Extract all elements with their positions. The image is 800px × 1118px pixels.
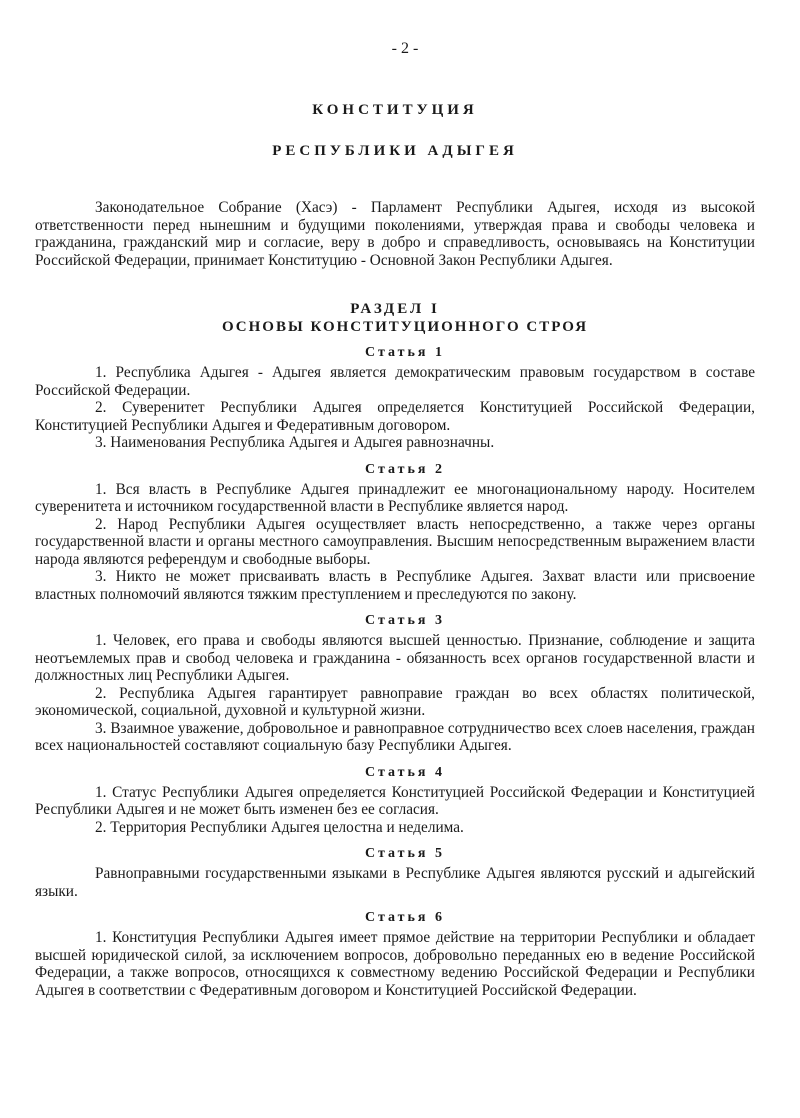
article-6 <box>35 909 755 999</box>
article-paragraph: 3. Взаимное уважение, добровольное и равноправное сотрудничество всех слоев населения, граждан всех национальностей составляют социальную базу Республики Адыгея. <box>35 719 755 754</box>
article-heading: Статья 2 <box>365 461 445 477</box>
article-paragraph: 1. Республика Адыгея - Адыгея является демократическим правовым государством в составе Российской Федерации. <box>35 364 755 399</box>
article-heading: Статья 6 <box>365 910 445 925</box>
article-paragraph: 3. Наименования Республика Адыгея и Адыгея равнозначны. <box>95 434 495 451</box>
article-heading: Статья 1 <box>365 345 445 360</box>
document-subtitle: РЕСПУБЛИКИ АДЫГЕЯ <box>272 143 518 159</box>
section-heading: РАЗДЕЛ I <box>350 301 440 317</box>
article-paragraph: 2. Народ Республики Адыгея осуществляет власть непосредственно, а также через органы государственной власти и органы местного самоуправления. Высшим непосредственным выражением власти народа являются референдум и свободные выборы. <box>35 515 755 568</box>
article-paragraph: 2. Республика Адыгея гарантирует равноправие граждан во всех областях политической, экономической, социальной, духовной и культурной жизни. <box>35 684 755 719</box>
article-2 <box>35 461 755 604</box>
article-paragraph: 2. Суверенитет Республики Адыгея определяется Конституцией Российской Федерации, Конституцией Республики Адыгея и Федеративным договором. <box>35 399 755 434</box>
article-heading: Статья 4 <box>365 764 445 780</box>
article-5 <box>35 845 755 900</box>
article-1 <box>35 344 755 452</box>
article-paragraph: 1. Человек, его права и свободы являются высшей ценностью. Признание, соблюдение и защита неотъемлемых прав и свобод человека и гражданина - обязанность всех органов государственной власти и должностных лиц Республики Адыгея. <box>35 632 755 684</box>
article-paragraph: 1. Статус Республики Адыгея определяется Конституцией Российской Федерации и Конституцией Республики Адыгея и не может быть изменен без ее согласия. <box>35 783 755 818</box>
article-paragraph: 3. Никто не может присваивать власть в Республике Адыгея. Захват власти или присвоение властных полномочий являются тяжким преступлением и преследуются по закону. <box>35 568 755 603</box>
article-heading: Статья 3 <box>365 613 445 628</box>
article-paragraph: Равноправными государственными языками в Республике Адыгея являются русский и адыгейский языки. <box>35 865 755 900</box>
preamble: Законодательное Собрание (Хасэ) - Парламент Республики Адыгея, исходя из высокой ответственности перед нынешним и будущими поколениями, утверждая права и свободы человека и гражданина, гражданский мир и согласие, веру в добро и справедливость, основываясь на Конституции Российской Федерации, принимает Конституцию - Основной Закон Республики Адыгея. <box>35 199 755 269</box>
article-paragraph: 1. Вся власть в Республике Адыгея принадлежит ее многонациональному народу. Носителем суверенитета и источником государственной власти в Республике является народ. <box>35 480 755 515</box>
section-name: ОСНОВЫ КОНСТИТУЦИОННОГО СТРОЯ <box>221 319 589 335</box>
article-paragraph: 1. Конституция Республики Адыгея имеет прямое действие на территории Республики и обладает высшей юридической силой, за исключением вопросов, добровольно переданных ею в ведение Российской Федерации, а также вопросов, относящихся к совместному ведению Российской Федерации и Республики Адыгея в соответствии с Федеративным договором и Конституцией Российской Федерации. <box>35 929 755 999</box>
article-paragraph: 2. Территория Республики Адыгея целостна и неделима. <box>95 818 464 836</box>
document-title: КОНСТИТУЦИЯ <box>312 102 478 118</box>
article-3 <box>35 612 755 755</box>
article-4 <box>35 764 755 837</box>
article-heading: Статья 5 <box>365 846 445 861</box>
page-number: - 2 - <box>391 40 419 57</box>
document-page <box>35 40 755 999</box>
